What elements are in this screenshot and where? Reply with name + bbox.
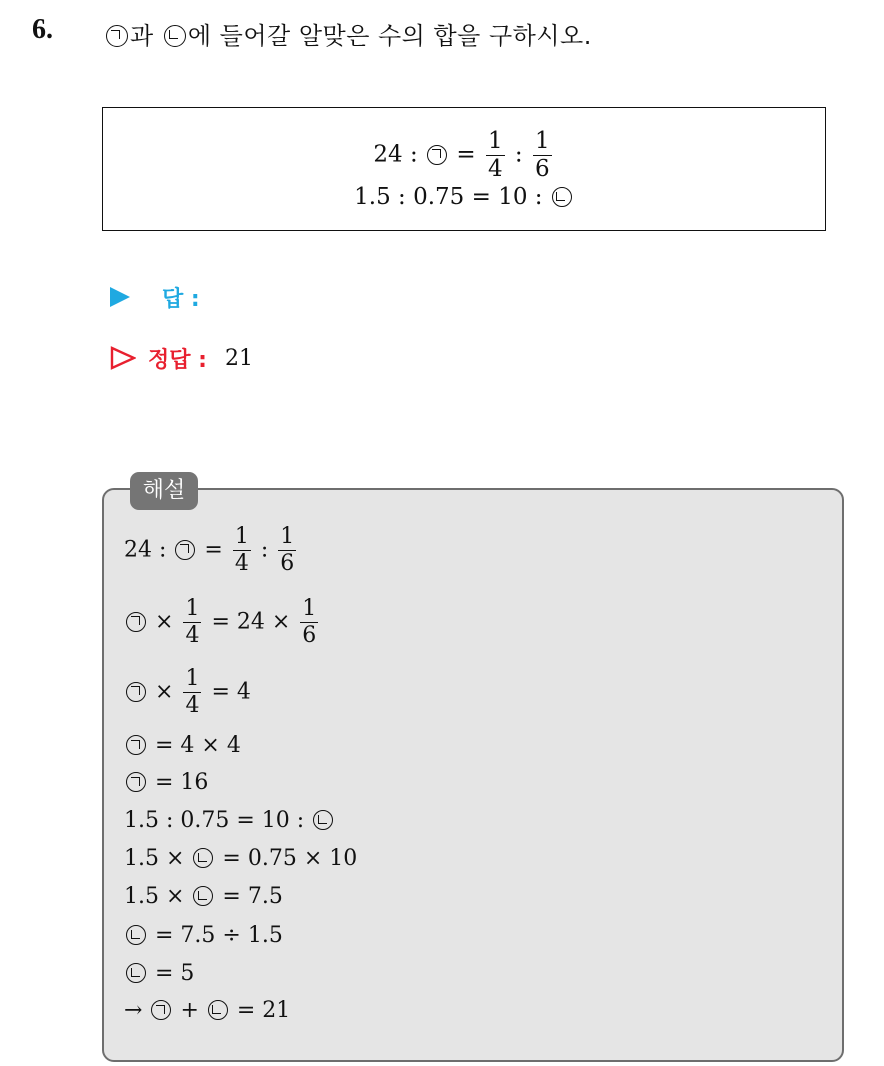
- circled-giyeok-symbol: [126, 612, 146, 632]
- solution-step-5: = 16: [124, 770, 208, 795]
- solution-step-1: 24 : = $\frac{1}{4}$ : $\frac{1}{6}$: [124, 524, 295, 576]
- circled-giyeok-symbol: [151, 1000, 171, 1020]
- circled-giyeok-symbol: [175, 540, 195, 560]
- question-number: 6.: [32, 14, 53, 45]
- solution-tab: 해설: [130, 472, 198, 510]
- problem-box: [102, 107, 826, 231]
- correct-answer-value: 21: [224, 345, 253, 371]
- solution-step-6: 1.5 : 0.75 = 10 :: [124, 808, 335, 833]
- solution-step-2: × $\frac{1}{4}$ = 24 × $\frac{1}{6}$: [124, 598, 321, 647]
- circled-nieun-symbol: [164, 25, 186, 47]
- solution-step-8: 1.5 × = 7.5: [124, 884, 283, 909]
- solution-step-11: → + = 21: [124, 998, 291, 1023]
- circled-giyeok-symbol: [126, 772, 146, 792]
- solution-step-7: 1.5 × = 0.75 × 10: [124, 846, 358, 871]
- fraction: $\frac{1}{6}$: [280, 524, 295, 576]
- circled-giyeok-symbol: [126, 682, 146, 702]
- circled-giyeok-symbol: [126, 735, 146, 755]
- circled-nieun-symbol: [313, 810, 333, 830]
- fraction: $\frac{1}{4}$: [185, 596, 200, 648]
- answer-label: 답 :: [162, 286, 200, 312]
- fraction-b: $\frac{1}{6}$: [534, 128, 550, 182]
- correct-answer-row: [110, 342, 253, 374]
- outline-triangle-icon: [110, 346, 136, 370]
- circled-nieun-symbol: [208, 1000, 228, 1020]
- question-text: 과 에 들어갈 알맞은 수의 합을 구하시오.: [104, 16, 592, 51]
- fraction-a: $\frac{1}{4}$: [487, 128, 503, 182]
- problem-line-2: 1.5 : 0.75 = 10 :: [103, 184, 825, 210]
- solution-step-4: = 4 × 4: [124, 733, 241, 758]
- circled-nieun-symbol: [193, 848, 213, 868]
- fraction: $\frac{1}{4}$: [185, 666, 200, 718]
- circled-nieun-symbol: [126, 963, 146, 983]
- circled-nieun-symbol: [193, 886, 213, 906]
- circled-giyeok-symbol: [106, 25, 128, 47]
- answer-row: [110, 282, 200, 312]
- solution-step-3: × $\frac{1}{4}$ = 4: [124, 668, 251, 717]
- circled-giyeok-symbol: [427, 145, 447, 165]
- circled-nieun-symbol: [552, 187, 572, 207]
- correct-answer-label: 정답 :: [148, 347, 207, 373]
- fraction: $\frac{1}{4}$: [234, 524, 249, 576]
- fraction: $\frac{1}{6}$: [302, 596, 317, 648]
- solution-step-9: = 7.5 ÷ 1.5: [124, 923, 283, 948]
- circled-nieun-symbol: [126, 925, 146, 945]
- problem-line-1: 24 : = $\frac{1}{4}$ : $\frac{1}{6}$: [373, 128, 550, 182]
- solution-step-10: = 5: [124, 961, 194, 986]
- filled-triangle-icon: [110, 287, 130, 307]
